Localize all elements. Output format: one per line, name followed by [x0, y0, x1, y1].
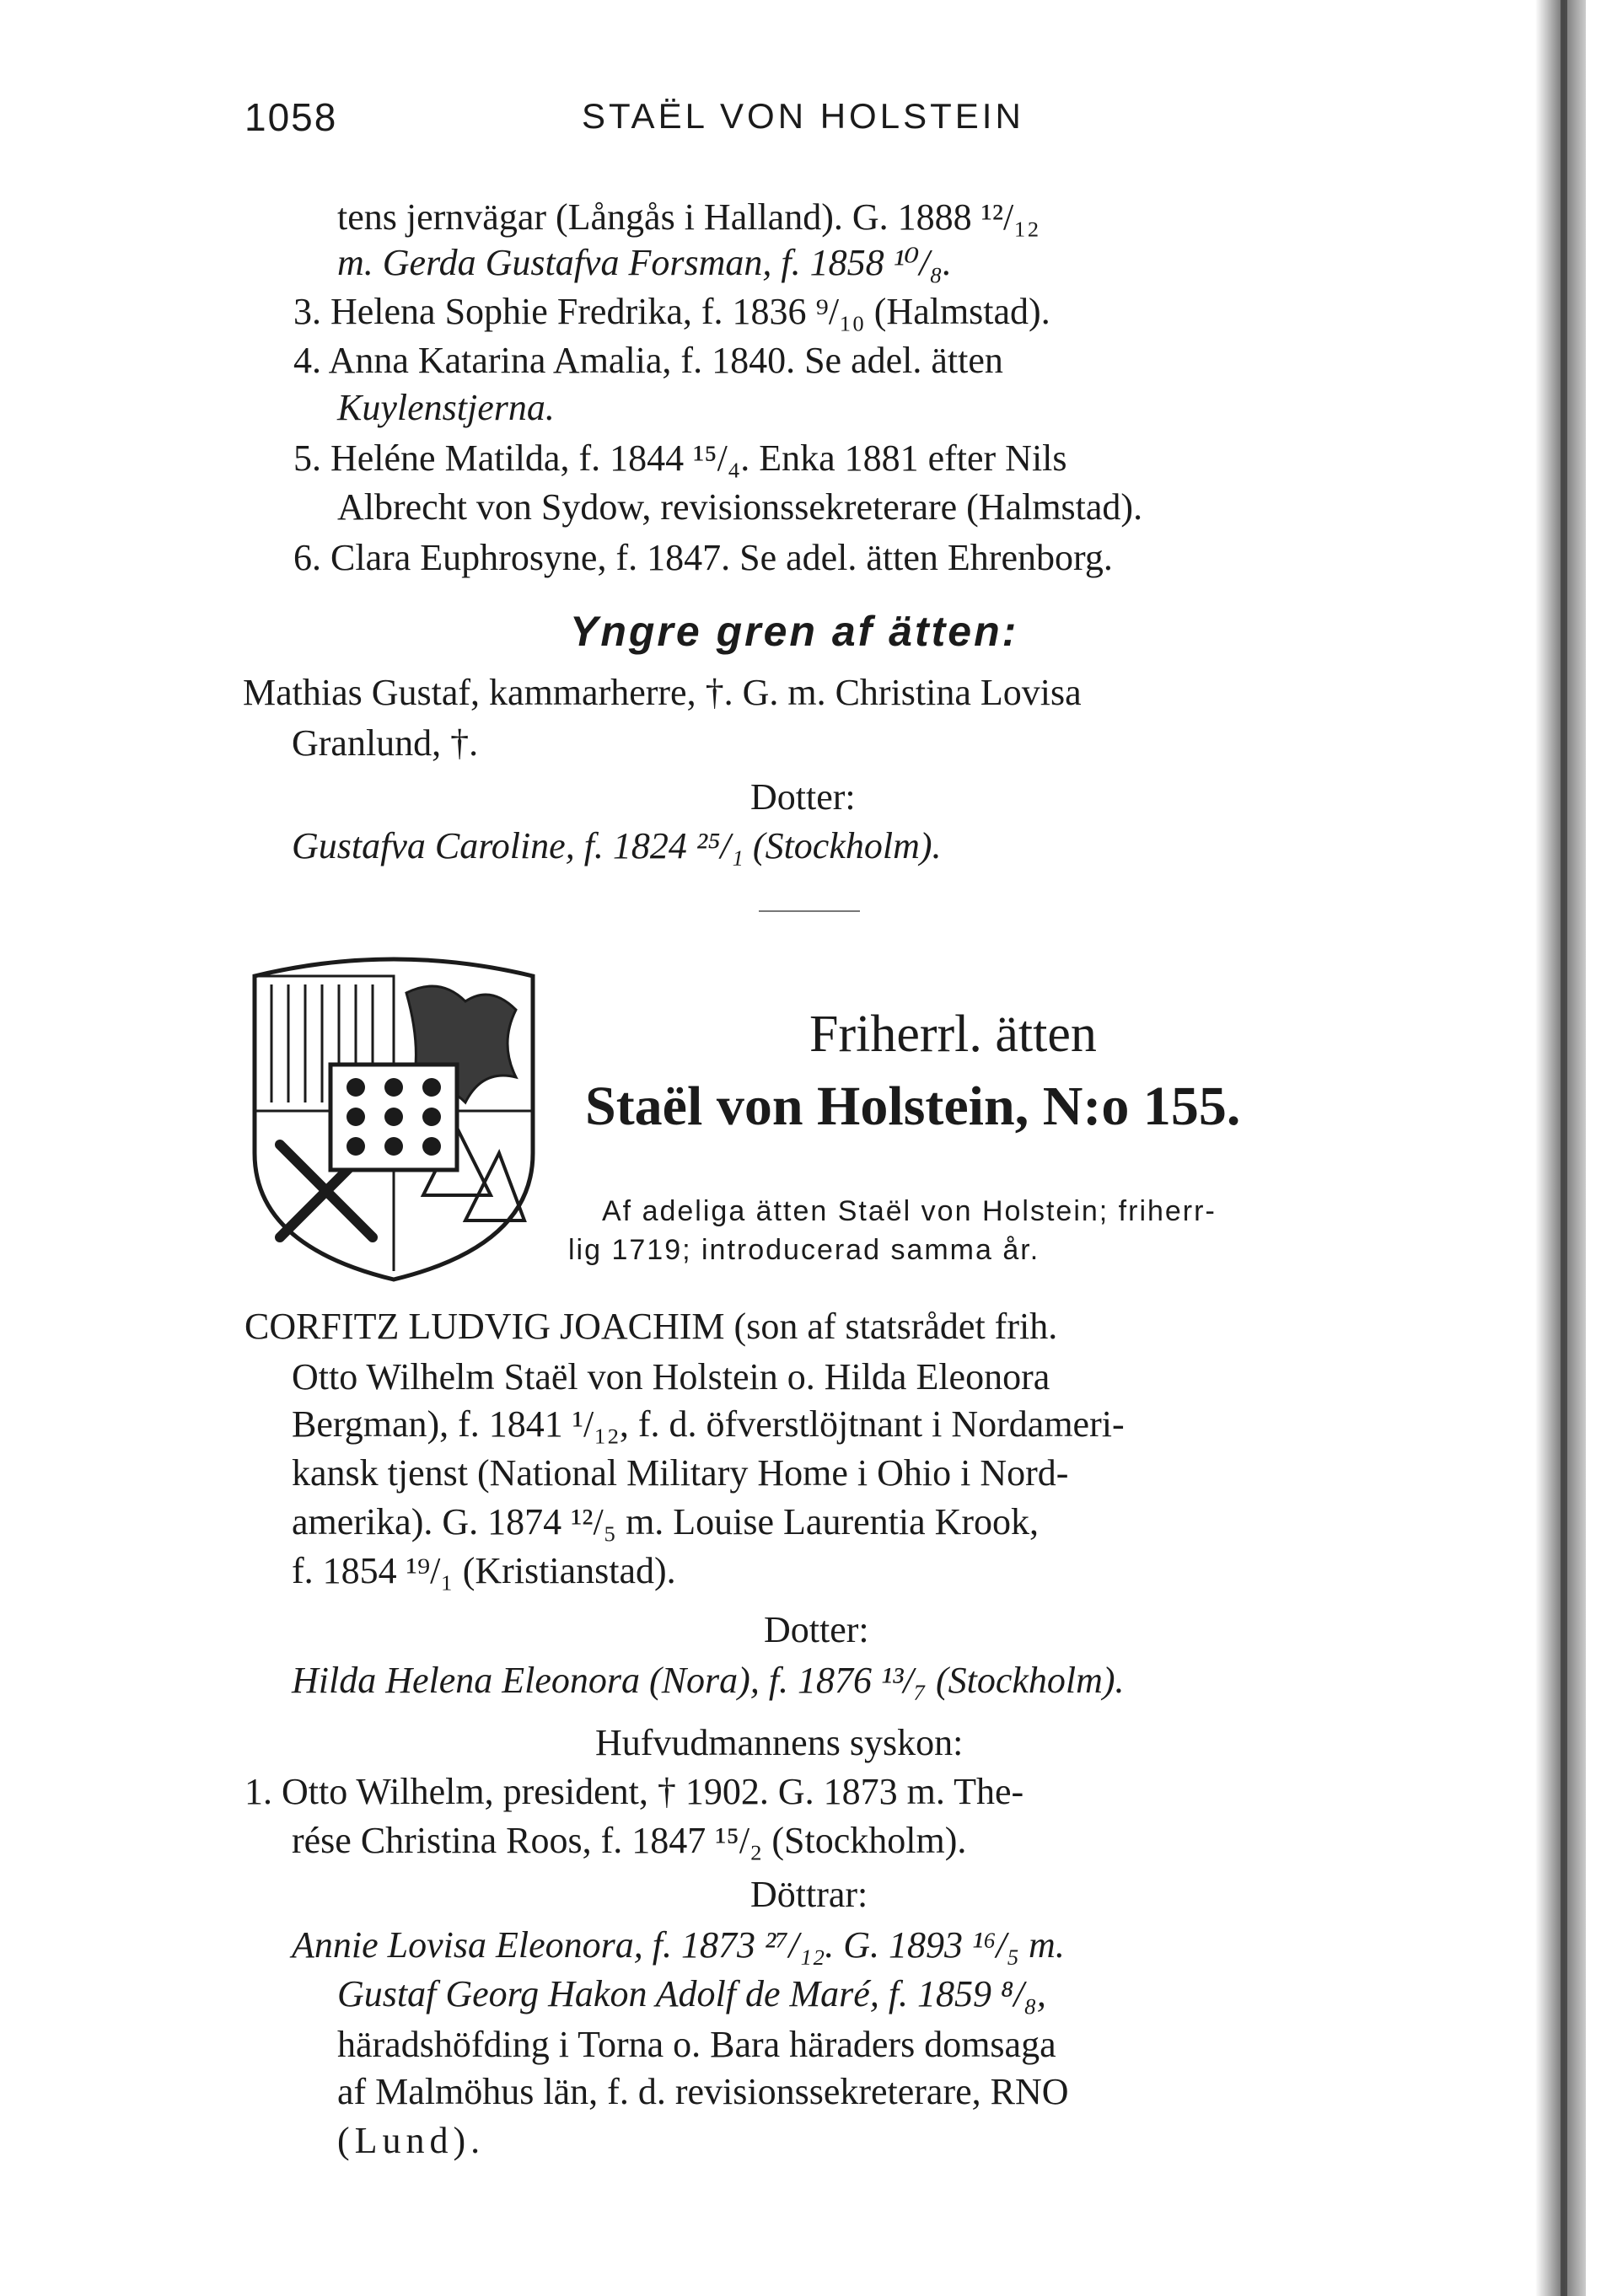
text-line-12: CORFITZ LUDVIG JOACHIM (son af statsrådet frih. — [244, 1306, 1058, 1347]
subheading-siblings: Hufvudmannens syskon: — [595, 1722, 964, 1763]
text-line-3: 3. Helena Sophie Fredrika, f. 1836 ⁹/₁₀ (Halmstad). — [293, 291, 1050, 332]
text-line-8: 6. Clara Euphrosyne, f. 1847. Se adel. ätten Ehrenborg. — [293, 537, 1113, 578]
text-line-15: kansk tjenst (National Military Home i Ohio i Nord- — [292, 1452, 1069, 1494]
text-line-2: m. Gerda Gustafva Forsman, f. 1858 ¹⁰/₈. — [337, 242, 952, 283]
section-heading-younger-branch: Yngre gren af ätten: — [570, 608, 1019, 655]
subheading-daughters: Döttrar: — [750, 1874, 868, 1915]
text-line-16: amerika). G. 1874 ¹²/₅ m. Louise Laurentia Krook, — [292, 1501, 1040, 1542]
text-line-9: Mathias Gustaf, kammarherre, †. G. m. Christina Lovisa — [243, 672, 1082, 713]
family-title-line-1: Friherrl. ätten — [809, 1006, 1097, 1063]
text-line-6: 5. Heléne Matilda, f. 1844 ¹⁵/₄. Enka 1881 efter Nils — [293, 437, 1067, 479]
text-line-21: Annie Lovisa Eleonora, f. 1873 ²⁷/₁₂. G. 1893 ¹⁶/₅ m. — [292, 1924, 1065, 1966]
subheading-daughter-1: Dotter: — [750, 776, 856, 818]
text-line-23: häradshöfding i Torna o. Bara häraders domsaga — [337, 2024, 1056, 2065]
text-line-25: (Lund). — [337, 2120, 486, 2161]
divider-rule — [759, 910, 860, 912]
note-line-1: Af adeliga ätten Staël von Holstein; friherr- — [602, 1195, 1217, 1227]
book-spine-line — [1561, 0, 1567, 2296]
text-line-10: Granlund, †. — [292, 722, 479, 764]
page-number: 1058 — [244, 95, 338, 139]
text-line-22: Gustaf Georg Hakon Adolf de Maré, f. 1859 ⁸/₈, — [337, 1973, 1046, 2014]
running-head: STAËL VON HOLSTEIN — [582, 96, 1024, 136]
text-line-14: Bergman), f. 1841 ¹/₁₂, f. d. öfverstlöjtnant i Nordameri- — [292, 1403, 1125, 1445]
text-line-20: rése Christina Roos, f. 1847 ¹⁵/₂ (Stockholm). — [292, 1820, 967, 1861]
text-line-7: Albrecht von Sydow, revisionssekreterare (Halmstad). — [337, 486, 1143, 528]
text-line-18: Hilda Helena Eleonora (Nora), f. 1876 ¹³/₇ (Stockholm). — [292, 1660, 1125, 1701]
subheading-daughter-2: Dotter: — [764, 1609, 869, 1650]
text-line-5: Kuylenstjerna. — [337, 387, 555, 428]
note-line-2: lig 1719; introducerad samma år. — [568, 1234, 1040, 1266]
text-line-11: Gustafva Caroline, f. 1824 ²⁵/₁ (Stockholm). — [292, 825, 942, 866]
text-line-1: tens jernvägar (Långås i Halland). G. 1888 ¹²/₁₂ — [337, 196, 1040, 238]
text-line-17: f. 1854 ¹⁹/₁ (Kristianstad). — [292, 1550, 676, 1591]
text-line-13: Otto Wilhelm Staël von Holstein o. Hilda Eleonora — [292, 1356, 1050, 1397]
family-title-line-2: Staël von Holstein, N:o 155. — [585, 1076, 1241, 1137]
text-line-19: 1. Otto Wilhelm, president, † 1902. G. 1873 m. The- — [244, 1771, 1024, 1812]
text-line-24: af Malmöhus län, f. d. revisionssekreterare, RNO — [337, 2071, 1069, 2112]
coat-of-arms-icon — [238, 942, 550, 1288]
text-line-4: 4. Anna Katarina Amalia, f. 1840. Se adel. ätten — [293, 340, 1003, 381]
